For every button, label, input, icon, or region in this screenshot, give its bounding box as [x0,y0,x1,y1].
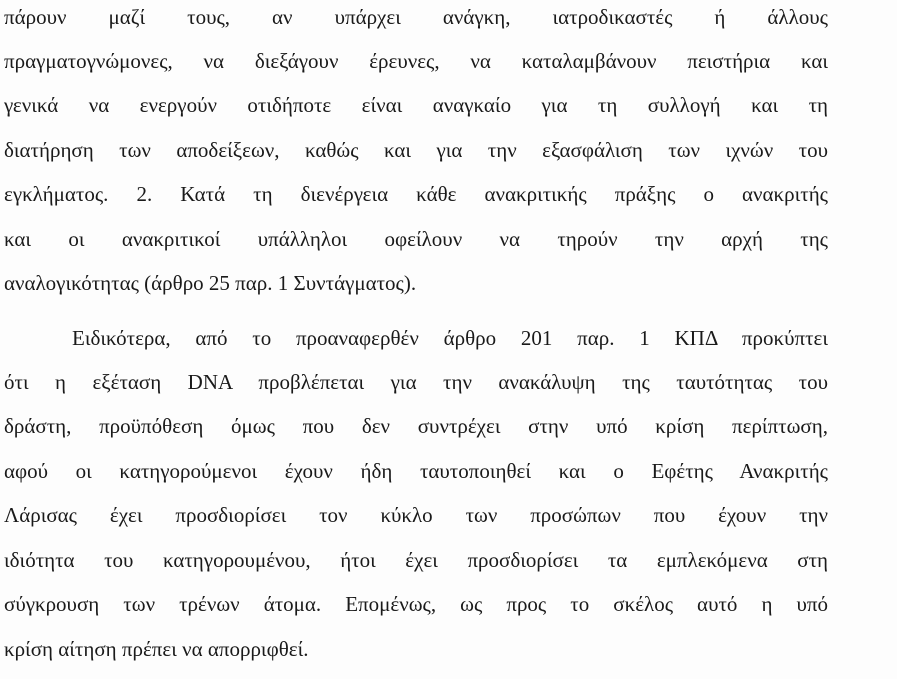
text-line: κρίση αίτηση πρέπει να απορριφθεί. [4,637,309,661]
text-line: και οι ανακριτικοί υπάλληλοι οφείλουν να τηρούν την αρχή της [4,227,828,251]
text-line: αναλογικότητας (άρθρο 25 παρ. 1 Συντάγματος). [4,271,417,295]
text-line: Λάρισας έχει προσδιορίσει τον κύκλο των προσώπων που έχουν την [4,503,828,527]
text-line: γενικά να ενεργούν οτιδήποτε είναι αναγκαίο για τη συλλογή και τη [4,93,828,117]
text-line: διατήρηση των αποδείξεων, καθώς και για την εξασφάλιση των ιχνών του [4,138,828,162]
text-line: αφού οι κατηγορούμενοι έχουν ήδη ταυτοποιηθεί και ο Εφέτης Ανακριτής [4,459,828,483]
text-line: πάρουν μαζί τους, αν υπάρχει ανάγκη, ιατροδικαστές ή άλλους [4,5,828,29]
text-line: ότι η εξέταση DNA προβλέπεται για την ανακάλυψη της ταυτότητας του [4,370,828,394]
text-line: ιδιότητα του κατηγορουμένου, ήτοι έχει προσδιορίσει τα εμπλεκόμενα στη [4,548,828,572]
text-line: σύγκρουση των τρένων άτομα. Επομένως, ως προς το σκέλος αυτό η υπό [4,592,828,616]
text-line: πραγματογνώμονες, να διεξάγουν έρευνες, να καταλαμβάνουν πειστήρια και [4,49,828,73]
text-line: δράστη, προϋπόθεση όμως που δεν συντρέχει στην υπό κρίση περίπτωση, [4,414,828,438]
text-line: εγκλήματος. 2. Κατά τη διενέργεια κάθε ανακριτικής πράξης ο ανακριτής [4,182,828,206]
text-line: Ειδικότερα, από το προαναφερθέν άρθρο 201 παρ. 1 ΚΠΔ προκύπτει [72,326,828,350]
